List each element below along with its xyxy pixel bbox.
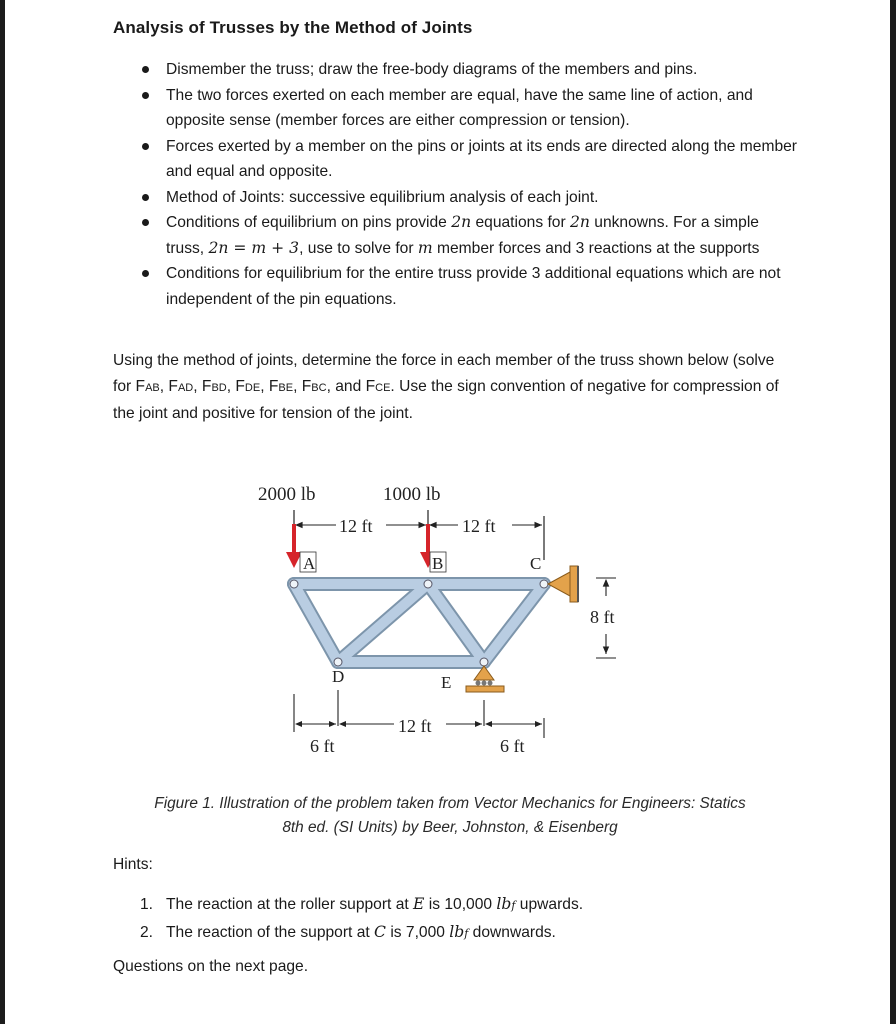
joint-c (540, 580, 548, 588)
joint-b (424, 580, 432, 588)
caption-line: Figure 1. Illustration of the problem taken from Vector Mechanics for Engineers: Statics (154, 795, 746, 812)
joint-c-label: C (530, 554, 542, 573)
problem-text: . Use the sign convention of negative for compression of the joint and positive for tension of the joint. (113, 377, 779, 422)
bullet-item (140, 83, 800, 134)
bullet-text: The two forces exerted on each member are equal, have the same line of action, and opposite sense (member forces are either compression or tension). (166, 86, 753, 129)
figure-caption (100, 792, 800, 840)
hints-list (140, 891, 583, 947)
problem-text: Using the method of joints, determine the force in each member of the truss shown below (solve for (113, 352, 775, 395)
load-b-label: 1000 lb (383, 484, 441, 505)
math-expression: 2n (451, 213, 472, 231)
bullet-item (140, 210, 800, 261)
truss-diagram (240, 468, 640, 768)
bullet-text: Conditions for equilibrium for the entire truss provide 3 additional equations which are not independent of the pin equations. (166, 265, 781, 308)
member-force: FAD, (168, 377, 202, 395)
math-expression: 2n = m + 3 (208, 238, 300, 257)
hints-heading: Hints: (113, 856, 153, 873)
member-force: FBD, (201, 377, 236, 395)
truss-figure (240, 468, 640, 768)
joint-d-label: D (332, 667, 345, 686)
support-wall (570, 566, 578, 602)
member-be (428, 584, 484, 662)
dim-height-label: 8 ft (590, 607, 615, 627)
bullet-item (140, 134, 800, 185)
member-force: FCE (365, 377, 391, 395)
bullet-text: unknowns. For a simple truss, (166, 214, 759, 257)
load-a-label: 2000 lb (258, 484, 316, 505)
problem-statement (113, 348, 793, 427)
joint-a (290, 580, 298, 588)
truss-members (294, 584, 544, 662)
member-force: FBE, (268, 377, 302, 395)
hint-item: 2. The reaction of the support at C is 7,000 lbf downwards. (140, 923, 556, 941)
joint-b-label: B (432, 554, 444, 573)
pin-support-c (548, 572, 570, 596)
member-force: FDE, (235, 377, 269, 395)
footer-note: Questions on the next page. (113, 958, 309, 975)
member-ad (294, 584, 338, 662)
dim-bc-label: 12 ft (462, 516, 496, 536)
method-bullet-list (140, 57, 800, 312)
member-ce (484, 584, 544, 662)
bullet-text: member forces and 3 reactions at the supports (432, 239, 760, 257)
bullet-item (140, 261, 800, 312)
bullet-item (140, 185, 800, 211)
dim-d-e-label: 12 ft (398, 716, 432, 736)
page-title: Analysis of Trusses by the Method of Joints (113, 18, 473, 37)
hint-item: 1. The reaction at the roller support at E is 10,000 lbf upwards. (140, 895, 584, 913)
dim-ab-label: 12 ft (339, 516, 373, 536)
bullet-text: Method of Joints: successive equilibrium analysis of each joint. (166, 188, 599, 206)
roller-ground (466, 686, 504, 692)
bullet-text: , use to solve for (299, 239, 418, 257)
joint-e-label: E (441, 673, 452, 692)
member-force: FAB, (135, 377, 169, 395)
bullet-text: Forces exerted by a member on the pins or joints at its ends are directed along the member and equal and opposite. (166, 137, 797, 180)
dim-a-d-label: 6 ft (310, 736, 335, 756)
joint-e (480, 658, 488, 666)
joint-a-label: A (303, 554, 316, 573)
member-force: FBC, and (301, 377, 366, 395)
dim-e-c-label: 6 ft (500, 736, 525, 756)
joint-d (334, 658, 342, 666)
member-bd (338, 584, 428, 662)
bullet-text: equations for (471, 214, 570, 231)
caption-line: 8th ed. (SI Units) by Beer, Johnston, & Eisenberg (282, 819, 618, 836)
math-expression: 2n (569, 213, 590, 231)
bullet-item (140, 57, 800, 83)
bullet-text: Conditions of equilibrium on pins provide (166, 214, 452, 231)
bullet-text: Dismember the truss; draw the free-body diagrams of the members and pins. (166, 61, 698, 78)
math-expression: m (417, 238, 433, 257)
